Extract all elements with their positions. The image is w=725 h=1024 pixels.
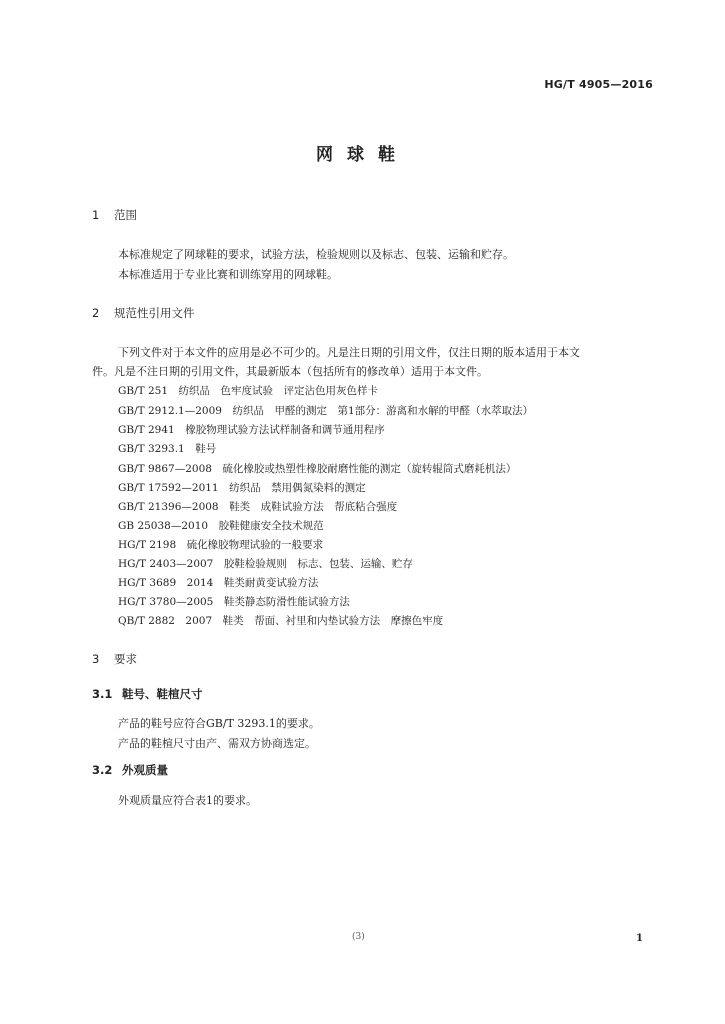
reference-item: QB/T 2882 2007 鞋类 帮面、衬里和内垫试验方法 摩擦色牢度 (118, 615, 444, 627)
section-title: 外观质量 (122, 763, 168, 777)
section-title: 规范性引用文件 (114, 306, 195, 320)
section-1-paragraph: 本标准适用于专业比赛和训练穿用的网球鞋。 (118, 268, 338, 281)
reference-item: GB/T 17592—2011 纺织品 禁用偶氮染料的测定 (118, 482, 366, 494)
section-1-paragraph: 本标准规定了网球鞋的要求，试验方法，检验规则以及标志、包装、运输和贮存。 (118, 248, 514, 261)
reference-item: HG/T 3689 2014 鞋类耐黄变试验方法 (118, 577, 319, 589)
page-number: 1 (636, 933, 643, 944)
section-2-intro: 下列文件对于本文件的应用是必不可少的。凡是注日期的引用文件，仅注日期的版本适用于本文 (118, 346, 580, 359)
section-number: 2 (92, 306, 100, 320)
document-title: 网球鞋 (316, 145, 409, 165)
reference-item: HG/T 2198 硫化橡胶物理试验的一般要求 (118, 539, 324, 551)
reference-item: GB/T 2941 橡胶物理试验方法试样制备和调节通用程序 (118, 424, 385, 436)
reference-item: GB/T 3293.1 鞋号 (118, 443, 217, 455)
section-3-2-heading (92, 762, 168, 778)
section-title: 范围 (114, 208, 137, 222)
reference-item: GB/T 251 纺织品 色牢度试验 评定沾色用灰色样卡 (118, 385, 379, 397)
reference-item: GB/T 21396—2008 鞋类 成鞋试验方法 帮底粘合强度 (118, 501, 398, 513)
section-number: 3.1 (92, 687, 113, 701)
reference-item: GB/T 9867—2008 硫化橡胶或热塑性橡胶耐磨性能的测定（旋转辊筒式磨耗机法） (118, 463, 517, 475)
section-number: 1 (92, 208, 100, 222)
section-3-1-heading (92, 686, 203, 702)
section-number: 3.2 (92, 763, 113, 777)
section-3-1-paragraph: 产品的鞋号应符合GB/T 3293.1的要求。 (118, 717, 320, 730)
section-1-heading (92, 207, 137, 223)
section-3-1-paragraph: 产品的鞋楦尺寸由产、需双方协商选定。 (118, 737, 316, 750)
standard-code: HG/T 4905—2016 (544, 78, 653, 91)
reference-item: HG/T 2403—2007 胶鞋检验规则 标志、包装、运输、贮存 (118, 558, 413, 570)
reference-item: HG/T 3780—2005 鞋类静态防滑性能试验方法 (118, 596, 350, 608)
section-2-heading (92, 305, 195, 321)
reference-item: GB/T 2912.1—2009 纺织品 甲醛的测定 第1部分：游离和水解的甲醛（水萃取法） (118, 405, 534, 417)
section-2-intro: 件。凡是不注日期的引用文件，其最新版本（包括所有的修改单）适用于本文件。 (92, 365, 488, 378)
section-3-2-paragraph: 外观质量应符合表1的要求。 (118, 794, 257, 807)
footer-mark: (3) (352, 932, 365, 942)
section-3-heading (92, 651, 137, 667)
reference-item: GB 25038—2010 胶鞋健康安全技术规范 (118, 520, 324, 532)
section-title: 鞋号、鞋楦尺寸 (122, 687, 203, 701)
section-number: 3 (92, 652, 100, 666)
section-title: 要求 (114, 652, 137, 666)
